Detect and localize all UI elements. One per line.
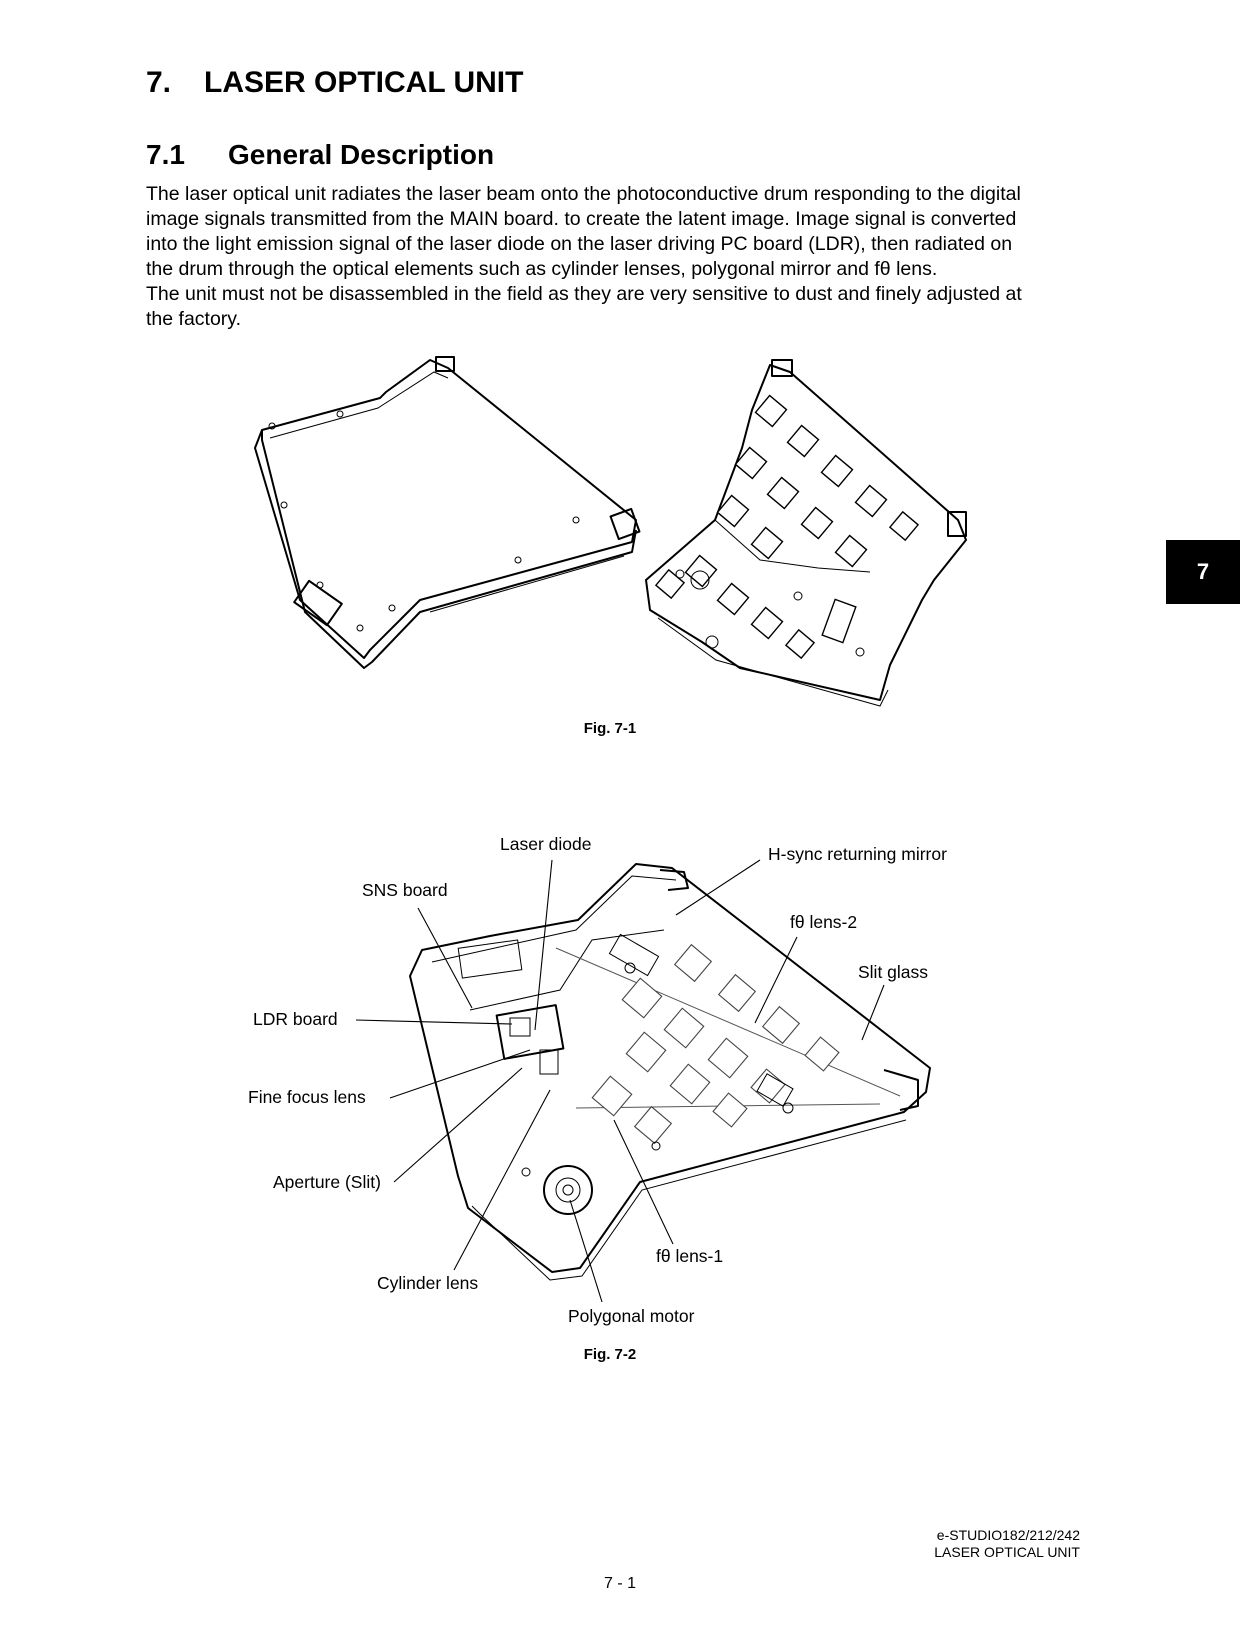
paragraph-line: the drum through the optical elements such as cylinder lenses, polygonal mirror and fθ lens. xyxy=(146,258,938,280)
chapter-title: LASER OPTICAL UNIT xyxy=(204,66,524,99)
housing-top-drawing xyxy=(646,360,966,706)
callout-fine-focus-lens: Fine focus lens xyxy=(248,1087,366,1107)
footer-model-section xyxy=(934,1527,1080,1561)
fig-7-1-caption: Fig. 7-1 xyxy=(583,720,637,737)
callout-slit-glass: Slit glass xyxy=(858,962,929,982)
footer-section: LASER OPTICAL UNIT xyxy=(934,1544,1080,1560)
callout-ftheta-lens-2: fθ lens-2 xyxy=(790,912,858,932)
section-title: General Description xyxy=(228,139,495,170)
footer-model: e-STUDIO182/212/242 xyxy=(936,1527,1080,1543)
callout-polygonal-motor: Polygonal motor xyxy=(568,1306,695,1326)
chapter-tab[interactable]: 7 xyxy=(1166,540,1240,604)
page-number: 7 - 1 xyxy=(603,1575,636,1592)
paragraph-line: The unit must not be disassembled in the field as they are very sensitive to dust and finely adjusted at xyxy=(146,283,1022,305)
paragraph-line: into the light emission signal of the laser diode on the laser driving PC board (LDR), then radiated on xyxy=(146,233,1013,255)
cover-plate-drawing xyxy=(255,357,639,668)
callout-ldr-board: LDR board xyxy=(253,1009,338,1029)
callout-cylinder-lens: Cylinder lens xyxy=(377,1273,479,1293)
callout-sns-board: SNS board xyxy=(362,880,448,900)
callout-aperture: Aperture (Slit) xyxy=(273,1172,381,1192)
callout-laser-diode: Laser diode xyxy=(500,834,592,854)
fig-7-2-caption: Fig. 7-2 xyxy=(583,1346,637,1363)
chapter-number: 7. xyxy=(146,66,172,99)
callout-ftheta-lens-1: fθ lens-1 xyxy=(656,1246,724,1266)
paragraph-line: The laser optical unit radiates the laser beam onto the photoconductive drum responding to the digital xyxy=(146,183,1021,205)
paragraph-line: the factory. xyxy=(146,308,242,330)
section-number: 7.1 xyxy=(146,139,185,170)
callout-h-sync-mirror: H-sync returning mirror xyxy=(768,844,947,864)
paragraph-line: image signals transmitted from the MAIN board. to create the latent image. Image signal is converted xyxy=(146,208,1017,230)
